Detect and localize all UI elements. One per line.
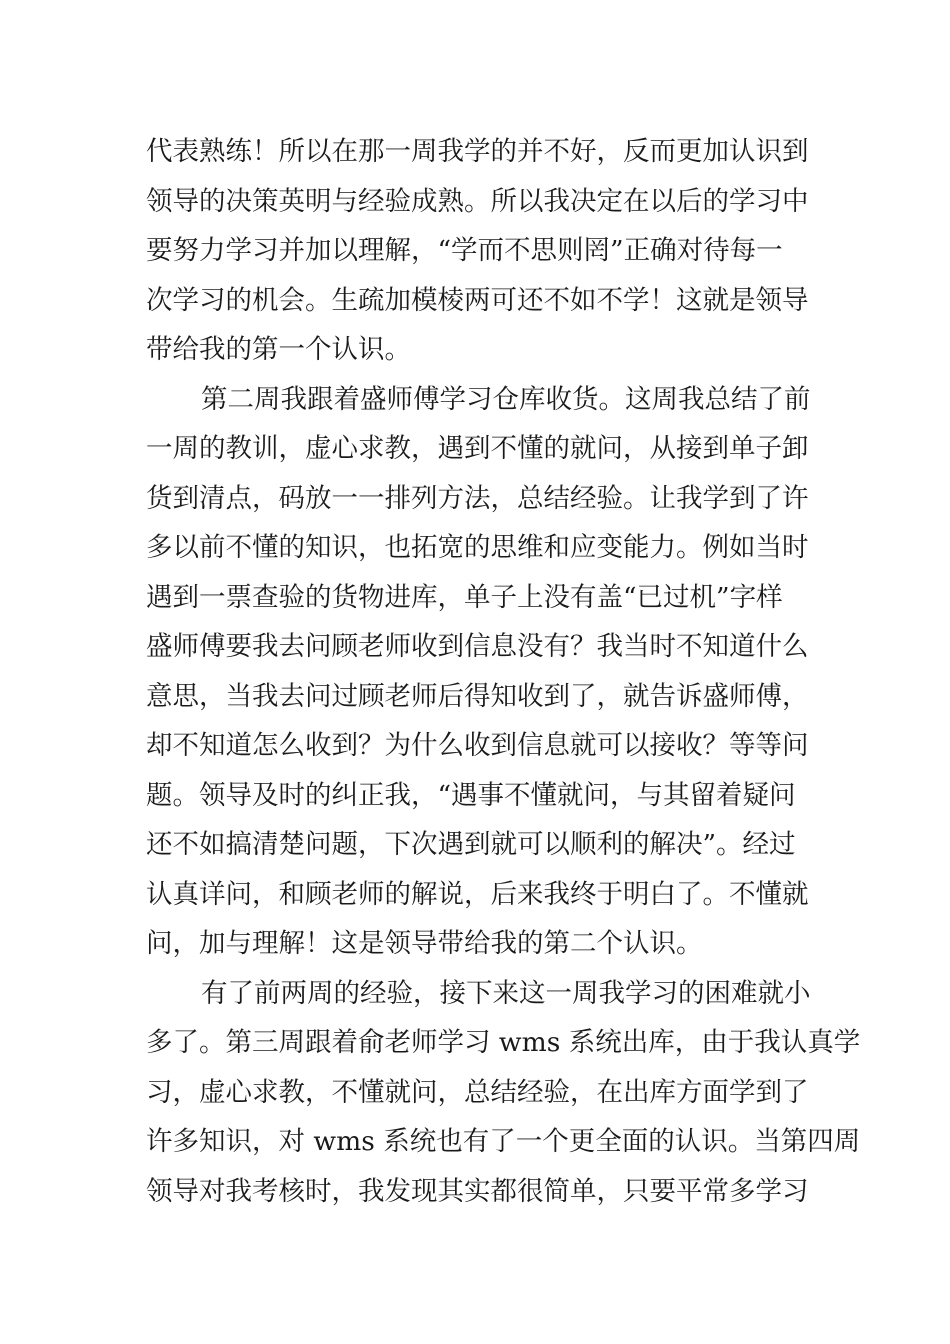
text-line: 多了。第三周跟着俞老师学习 wms 系统出库，由于我认真学 [146, 1027, 861, 1058]
text-line: 代表熟练！所以在那一周我学的并不好，反而更加认识到 [146, 136, 809, 167]
text-line: 盛师傅要我去问顾老师收到信息没有？我当时不知道什么 [146, 631, 809, 662]
text-line: 题。领导及时的纠正我，“遇事不懂就问，与其留着疑问 [146, 779, 796, 811]
text-line: 要努力学习并加以理解，“学而不思则罔”正确对待每一 [146, 235, 783, 266]
text-line: 多以前不懂的知识，也拓宽的思维和应变能力。例如当时 [146, 532, 809, 563]
text-line: 带给我的第一个认识。 [146, 334, 411, 365]
text-line: 意思，当我去问过顾老师后得知收到了，就告诉盛师傅， [146, 680, 809, 712]
paragraph-start-line: 有了前两周的经验，接下来这一周我学习的困难就小 [201, 977, 811, 1009]
text-line: 货到清点，码放一一排列方法，总结经验。让我学到了许 [146, 482, 809, 514]
text-line: 领导的决策英明与经验成熟。所以我决定在以后的学习中 [146, 185, 809, 217]
text-line: 习，虚心求教，不懂就问，总结经验，在出库方面学到了 [146, 1076, 809, 1108]
paragraph-start-line: 第二周我跟着盛师傅学习仓库收货。这周我总结了前 [201, 383, 811, 415]
document-body [146, 127, 861, 1216]
text-line: 还不如搞清楚问题，下次遇到就可以顺利的解决”。经过 [146, 829, 796, 860]
text-line: 却不知道怎么收到？为什么收到信息就可以接收？等等问 [146, 730, 809, 761]
text-line: 一周的教训，虚心求教，遇到不懂的就问，从接到单子卸 [146, 433, 809, 464]
text-line: 领导对我考核时，我发现其实都很简单，只要平常多学习 [146, 1175, 809, 1207]
text-line: 次学习的机会。生疏加模棱两可还不如不学！这就是领导 [146, 284, 809, 316]
text-line: 遇到一票查验的货物进库，单子上没有盖“已过机”字样 [146, 581, 783, 613]
text-line: 许多知识，对 wms 系统也有了一个更全面的认识。当第四周 [146, 1126, 861, 1157]
text-line: 认真详问，和顾老师的解说，后来我终于明白了。不懂就 [146, 878, 809, 910]
text-line: 问，加与理解！这是领导带给我的第二个认识。 [146, 928, 703, 959]
